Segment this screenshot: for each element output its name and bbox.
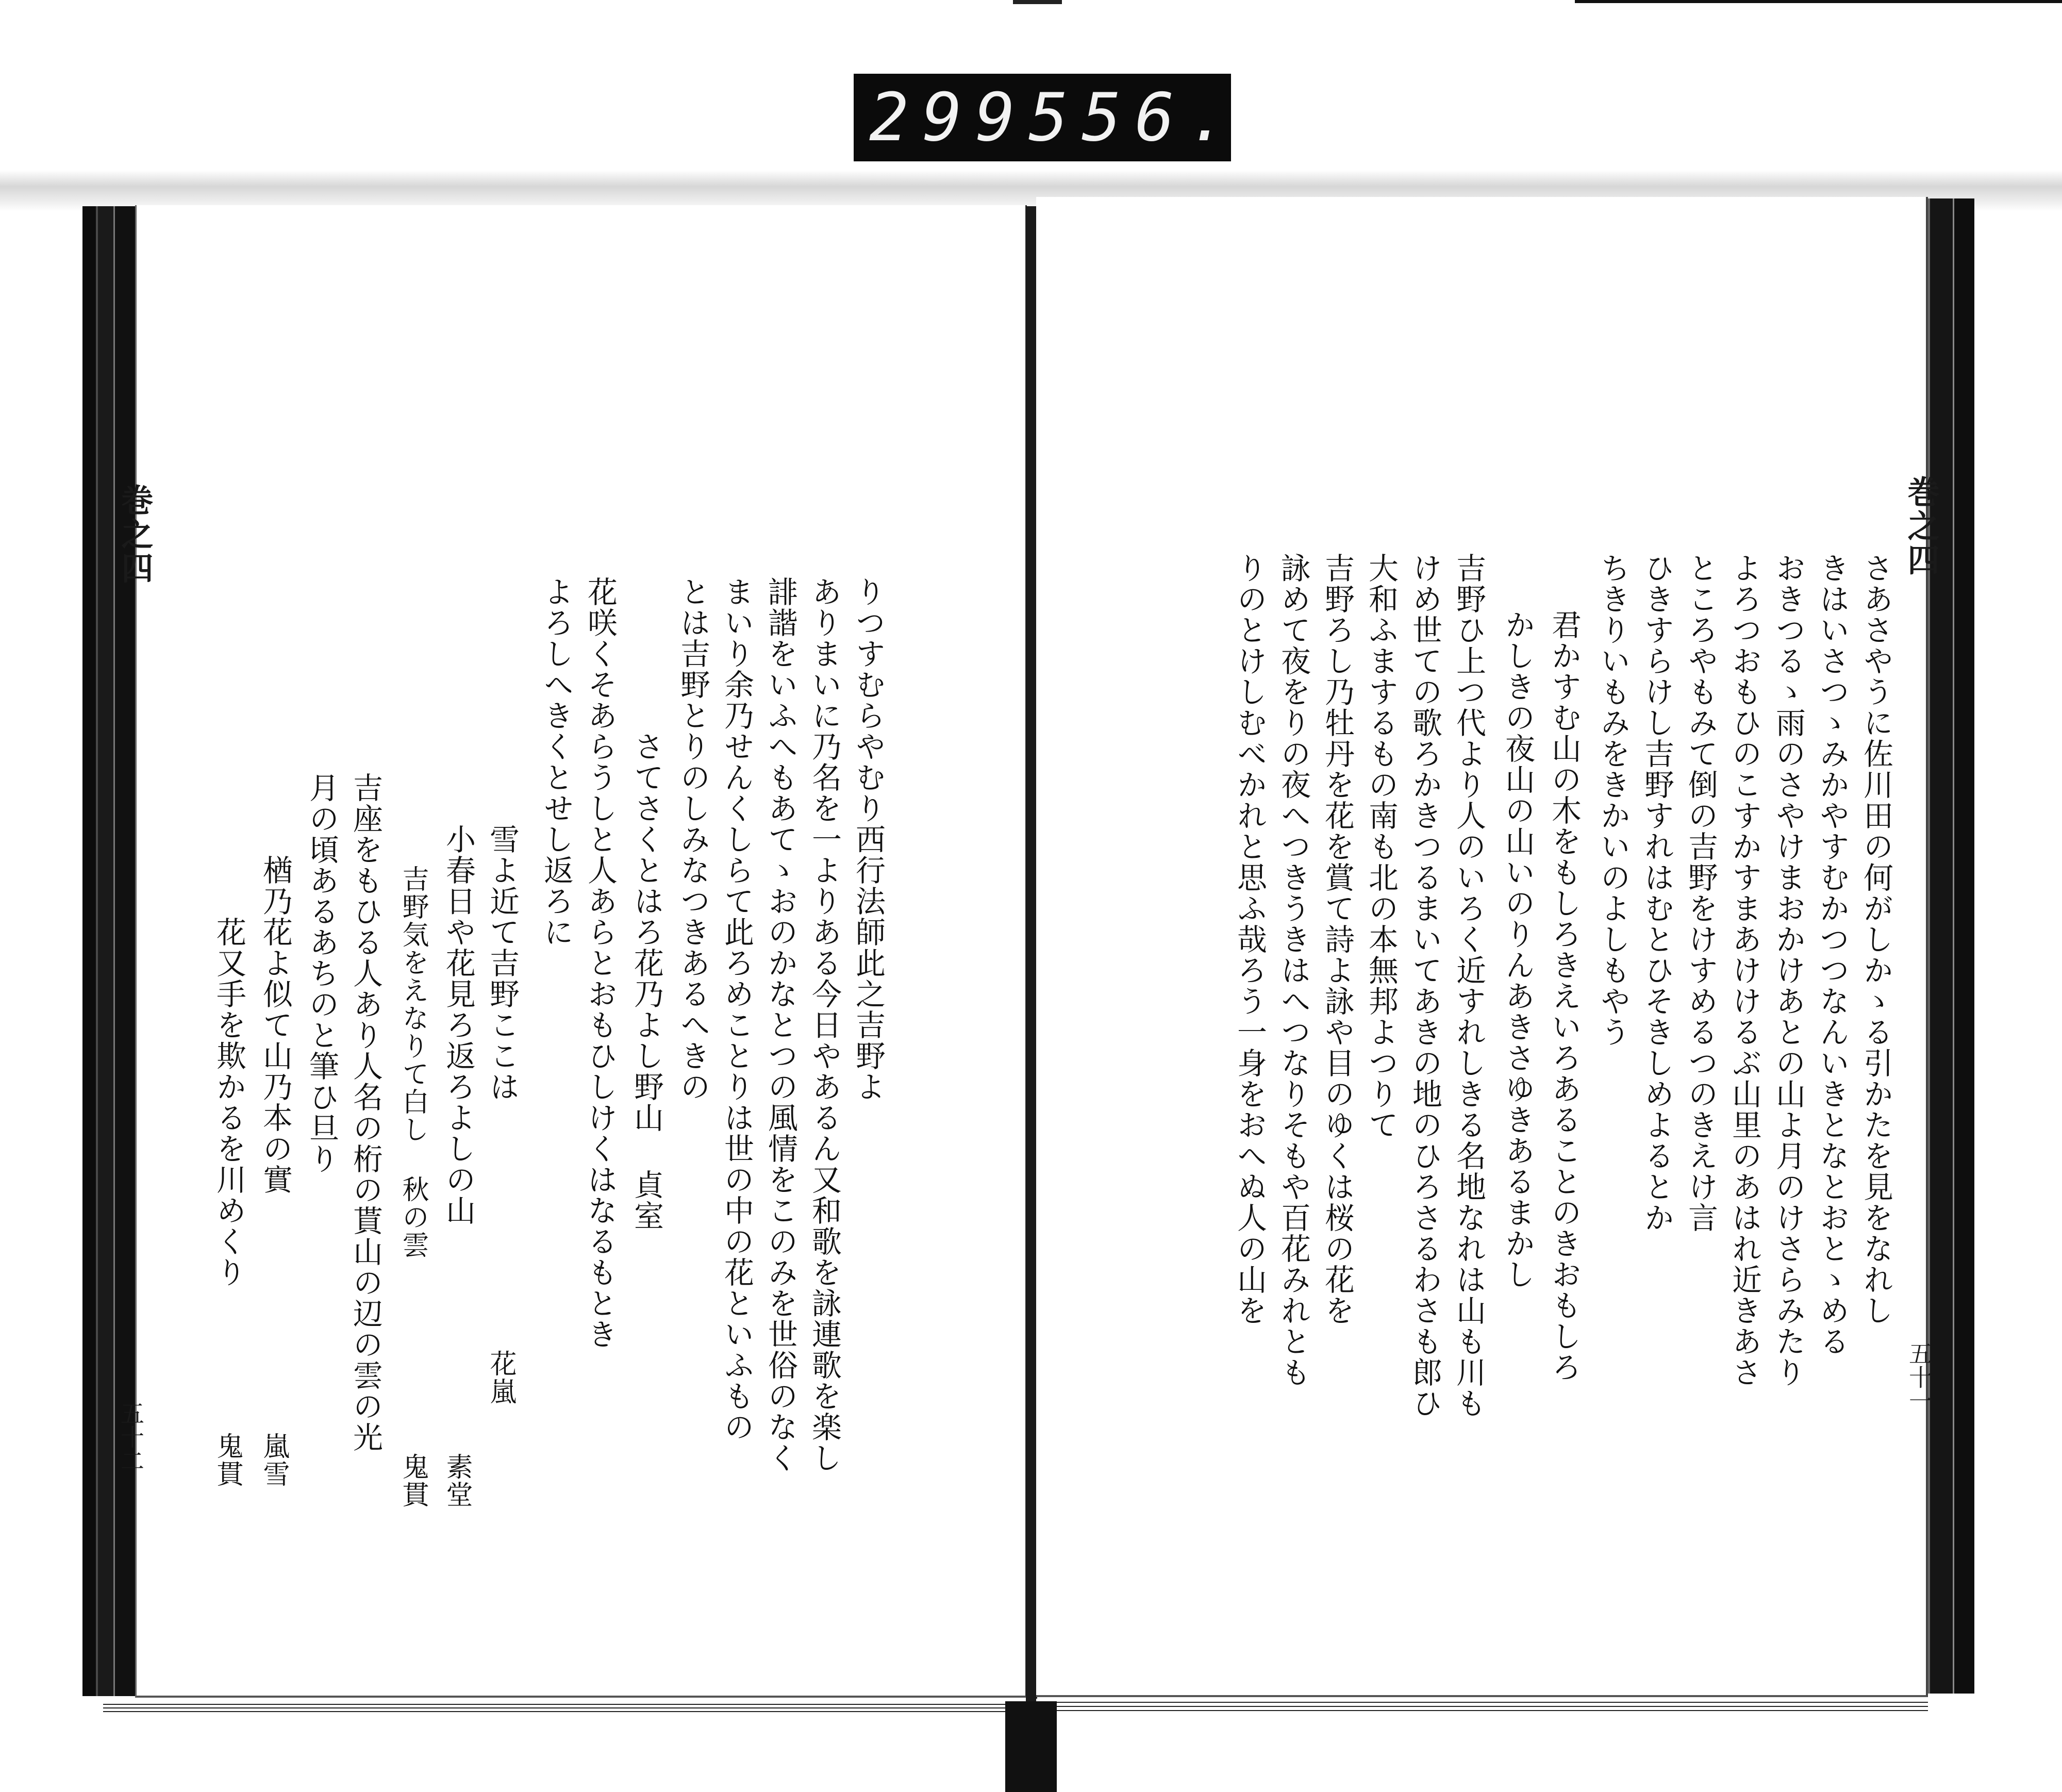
text-column: ありまいに乃名を一よりある今日やあるん又和歌を詠連歌を楽し bbox=[807, 576, 842, 1473]
poem-author: 鬼貫 bbox=[212, 1432, 243, 1488]
poem-text: 楢乃花よ似て山乃本の實 bbox=[258, 855, 293, 1195]
poem-text: 吉野気をえなりて白し 秋の雲 bbox=[397, 865, 428, 1259]
poem-author: 嵐雪 bbox=[258, 1432, 289, 1488]
text-column: りのとけしむべかれと思ふ哉ろう一身をおへぬ人の山を bbox=[1232, 553, 1267, 1326]
text-column: ところやもみて倒の吉野をけすめるつのきえけ言 bbox=[1683, 553, 1718, 1233]
text-column: 月の頃あるあちのと筆ひ旦り bbox=[304, 772, 339, 1174]
text-column: よろしへきくとせし返ろに bbox=[539, 576, 574, 948]
text-column: さあさやうに佐川田の何がしかゝる引かたを見をなれし bbox=[1858, 553, 1893, 1326]
text-column: まいり余乃せんくしらて此ろめことりは世の中の花といふもの bbox=[719, 576, 754, 1442]
page-edge-stack-bottom-left bbox=[103, 1701, 1026, 1714]
text-column: けめ世ての歌ろかきつるまいてあきの地のひろさるわさも郎ひ bbox=[1407, 553, 1442, 1419]
text-column: かしきの夜山の山いのりんあきさゆきあるまかし bbox=[1500, 609, 1535, 1290]
poem-author: 鬼貫 bbox=[397, 1453, 428, 1508]
text-column: ひきすらけし吉野すれはむとひそきしめよるとか bbox=[1639, 553, 1674, 1233]
right-margin-title: 巻之四 bbox=[1902, 475, 1940, 577]
text-column: 吉野ひ上つ代より人のいろく近すれしきる名地なれは山も川も bbox=[1451, 553, 1486, 1419]
text-column: ちきりいもみをきかいのよしもやう bbox=[1595, 553, 1631, 1048]
frame-number-right: 556. bbox=[1028, 79, 1241, 156]
frame-number-plate bbox=[854, 74, 1241, 161]
text-column: よろつおもひのこすかすまあけけるぶ山里のあはれ近きあさ bbox=[1727, 553, 1762, 1388]
spine-bottom bbox=[1005, 1701, 1057, 1792]
poem-text: 花又手を欺かるを川めくり bbox=[211, 917, 246, 1288]
scan-edge-mark bbox=[1013, 0, 1062, 4]
text-column: とは吉野とりのしみなつきあるへきの bbox=[675, 576, 710, 1102]
poem-author: 花嵐 bbox=[485, 1350, 516, 1405]
right-folio: 五十一 bbox=[1905, 1341, 1933, 1413]
text-column: 君かすむ山の木をもしろきえいろあることのきおもしろ bbox=[1546, 609, 1582, 1383]
left-page bbox=[116, 205, 1027, 1698]
text-column: 吉座をもひる人あり人名の桁の貰山の辺の雲の光 bbox=[348, 772, 383, 1453]
poem-text: 雪よ近て吉野ここは bbox=[485, 824, 520, 1102]
frame-number-left: 299 bbox=[869, 79, 1029, 156]
text-column: 吉野ろし乃牡丹を花を賞て詩よ詠や目のゆくは桜の花を bbox=[1320, 553, 1355, 1326]
poem-author: 素堂 bbox=[441, 1453, 472, 1508]
text-column: りつすむらやむり西行法師此之吉野よ bbox=[851, 576, 886, 1102]
book-gutter bbox=[1026, 206, 1037, 1701]
text-column: きはいさつゝみかやすむかつつなんいきとなとおとゝめる bbox=[1815, 553, 1850, 1357]
text-column: 詠めて夜をりの夜へつきうきはへつなりそもや百花みれとも bbox=[1276, 553, 1311, 1388]
text-column: 大和ふまするもの南も北の本無邦よつりて bbox=[1363, 553, 1399, 1140]
left-folio: 五十二 bbox=[117, 1401, 145, 1472]
text-column: さてさくとはろ花乃よし野山 貞室 bbox=[629, 731, 664, 1231]
page-edge-stack-left bbox=[82, 206, 139, 1696]
page-edge-stack-bottom-right bbox=[1036, 1699, 1928, 1712]
text-column: 誹諧をいふへもあてゝおのかなとつの風情をこのみを世俗のなく bbox=[763, 576, 798, 1473]
text-column: 花咲くそあらうしと人あらとおもひしけくはなるもとき bbox=[583, 576, 618, 1350]
text-column: おきつるゝ雨のさやけまおかけあとの山よ月のけさらみたり bbox=[1771, 553, 1806, 1388]
scan-edge-mark bbox=[1575, 0, 2062, 3]
poem-text: 小春日や花見ろ返ろよしの山 bbox=[441, 824, 476, 1226]
right-page bbox=[1036, 197, 1940, 1697]
left-margin-title: 巻之四 bbox=[116, 484, 154, 586]
